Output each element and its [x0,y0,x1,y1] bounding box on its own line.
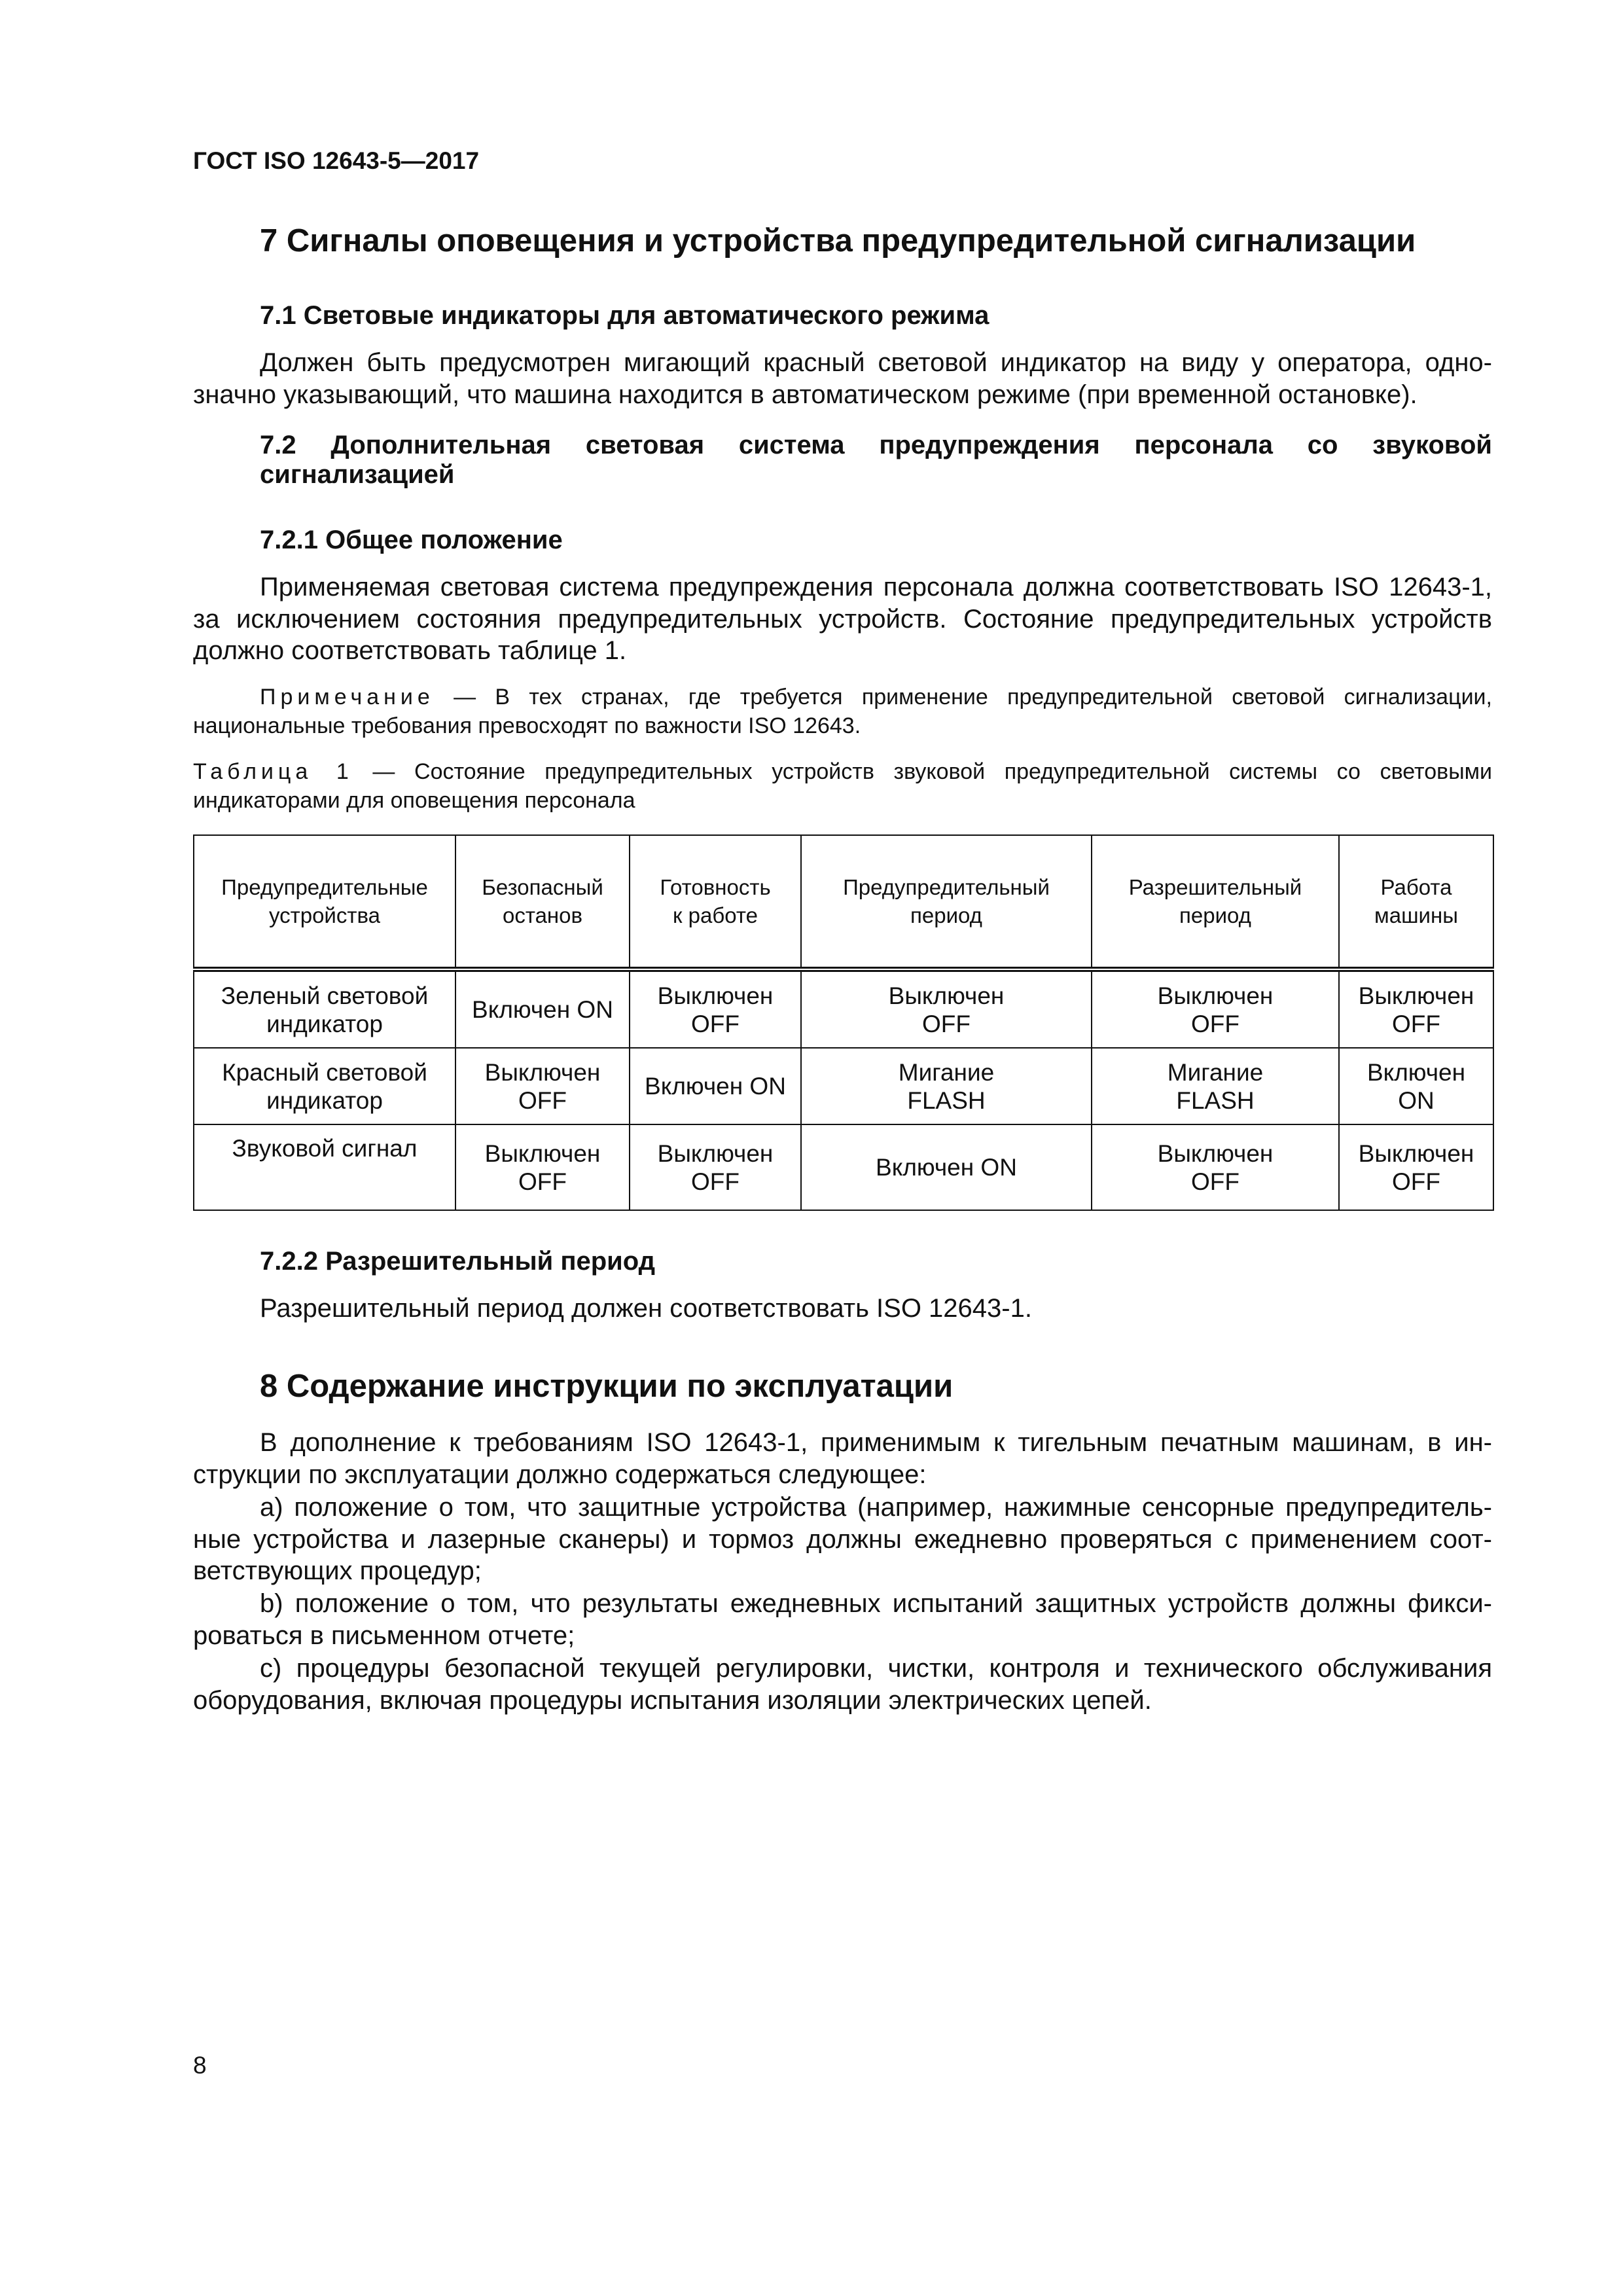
table-cell: Включен ON [630,1048,801,1124]
table-row [194,969,1493,1048]
table-cell: Выключен OFF [630,1124,801,1210]
table-caption-text: — Состояние предупредительных устройств звуковой предупредительной системы со световыми индикаторами для оповещения персонала [193,759,1492,813]
table-cell: Выключен OFF [455,1048,630,1124]
section-8-item-b: b) положение о том, что результаты ежедневных испытаний защитных устройств должны фикси-роваться в письменном отчете; [193,1589,1492,1650]
section-7-2-title-line1: 7.2 Дополнительная световая система предупреждения персонала со звуковой [260,431,1492,459]
table-header-cell: Предупредительный период [801,835,1092,969]
table-cell: Выключен OFF [455,1124,630,1210]
table-header-cell: Безопасный останов [455,835,630,969]
section-7-2-1-title: 7.2.1 Общее положение [260,526,563,554]
table-cell: Зеленый световой индикатор [194,969,455,1048]
table-cell: Красный световой индикатор [194,1048,455,1124]
section-8-intro: В дополнение к требованиям ISO 12643-1, применимым к тигельным печатным машинам, в ин-струкции по эксплуатации должно содержаться следующее: [193,1428,1492,1489]
table-cell: Включен ON [1339,1048,1493,1124]
table-cell: Выключен OFF [1339,1124,1493,1210]
table-cell: Включен ON [455,969,630,1048]
section-7-1-title: 7.1 Световые индикаторы для автоматического режима [260,301,990,330]
note [193,683,1492,740]
table-header-cell: Разрешительный период [1092,835,1339,969]
table-cell: Выключен OFF [1092,969,1339,1048]
document-code: ГОСТ ISO 12643-5—2017 [193,147,480,174]
table-cell: Выключен OFF [801,969,1092,1048]
table-cell: Мигание FLASH [801,1048,1092,1124]
section-7-2-2-text: Разрешительный период должен соответствовать ISO 12643-1. [260,1294,1032,1323]
table-row [194,1048,1493,1124]
table-header-row [194,835,1493,969]
table-cell: Выключен OFF [1092,1124,1339,1210]
page-number: 8 [193,2052,207,2079]
section-7-2-title-line2: сигнализацией [260,460,455,489]
note-text: — В тех странах, где требуется применение предупредительной световой сигнализации, национальные требования превосходят по важности ISO 12643. [193,685,1492,738]
table-row [194,1124,1493,1210]
table-header-cell: Готовность к работе [630,835,801,969]
table-caption-label: Таблица 1 [193,759,353,784]
table-cell: Включен ON [801,1124,1092,1210]
table-cell: Звуковой сигнал [194,1124,455,1210]
table-cell: Мигание FLASH [1092,1048,1339,1124]
table-cell: Выключен OFF [1339,969,1493,1048]
section-7-title: 7 Сигналы оповещения и устройства предупредительной сигнализации [260,223,1416,259]
table-header-cell: Предупредительные устройства [194,835,455,969]
warning-devices-table [193,834,1494,1211]
section-8-item-a: a) положение о том, что защитные устройства (например, нажимные сенсорные предупредитель-ные устройства и лазерные сканеры) и тормоз должны ежедневно проверяться с применением соот-ветствующих процедур; [193,1493,1492,1585]
section-7-1-text: Должен быть предусмотрен мигающий красный световой индикатор на виду у оператора, одно-значно указывающий, что машина находится в автоматическом режиме (при временной остановке). [193,348,1492,409]
table-header-cell: Работа машины [1339,835,1493,969]
table-caption [193,757,1492,815]
section-7-2-1-text: Применяемая световая система предупреждения персонала должна соответствовать ISO 12643-1, за исключением состояния предупредительных устройств. Состояние предупредительных устройств должно соответствовать таблице 1. [193,573,1492,665]
table-cell: Выключен OFF [630,969,801,1048]
section-7-2-2-title: 7.2.2 Разрешительный период [260,1247,656,1276]
section-8-item-c: c) процедуры безопасной текущей регулировки, чистки, контроля и технического обслуживания оборудования, включая процедуры испытания изоляции электрических цепей. [193,1654,1492,1715]
section-8-title: 8 Содержание инструкции по эксплуатации [260,1369,954,1404]
note-label: Примечание [260,685,435,709]
